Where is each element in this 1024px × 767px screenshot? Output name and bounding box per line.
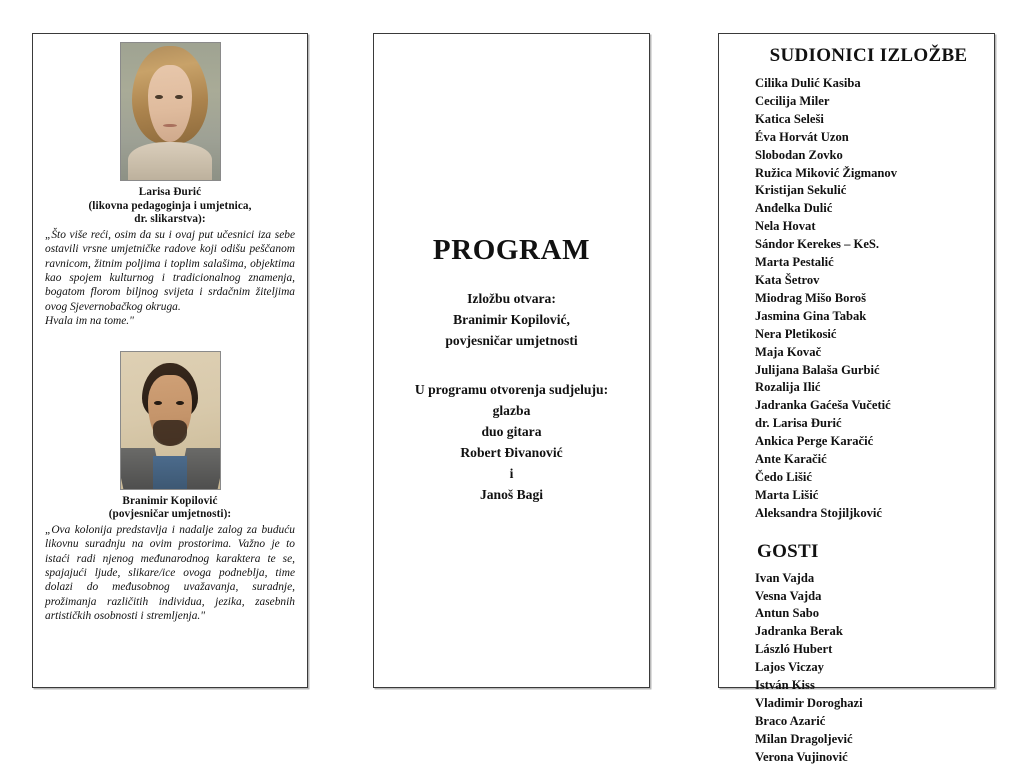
exhibitors-heading: SUDIONICI IZLOŽBE	[769, 45, 968, 66]
guest-list-item: Milan Dragoljević	[755, 731, 853, 746]
exhibitor-list-item: Čedo Lišić	[755, 469, 813, 484]
exhibitor-list-item: Cecilija Miler	[755, 93, 830, 108]
guests-heading: GOSTI	[757, 540, 819, 562]
exhibitor-list-item: Jasmina Gina Tabak	[755, 308, 867, 323]
exhibitor-list-item: Katica Seleši	[755, 111, 824, 126]
opening-block	[392, 288, 631, 351]
person-role-branimir: (povjesničar umjetnosti):	[108, 508, 232, 521]
exhibitor-list-item: dr. Larisa Đurić	[755, 416, 842, 431]
quote-branimir	[45, 523, 295, 624]
caption-branimir	[43, 495, 297, 522]
left-panel	[32, 33, 308, 688]
participation-line-6: Janoš Bagi	[479, 487, 544, 502]
guest-list-item: Ivan Vajda	[755, 570, 815, 585]
exhibitor-list-item: Kata Šetrov	[755, 272, 820, 287]
exhibitor-list-item: Julijana Balaša Gurbić	[755, 362, 880, 377]
program-title: PROGRAM	[432, 234, 591, 266]
exhibitor-list-item: Nela Hovat	[755, 219, 816, 234]
exhibitor-list-item: Anđelka Dulić	[755, 201, 833, 216]
exhibitor-list-item: Éva Horvát Uzon	[755, 129, 849, 144]
exhibitor-list-item: Ante Karačić	[755, 452, 827, 467]
guest-list-item: László Hubert	[755, 642, 833, 657]
guest-list-item: Lajos Viczay	[755, 660, 824, 675]
opening-line-1: Izložbu otvara:	[467, 291, 556, 306]
caption-larisa	[43, 186, 297, 227]
exhibitor-list-item: Maja Kovač	[755, 344, 822, 359]
participation-line-4: Robert Đivanović	[460, 445, 563, 460]
exhibitor-list-item: Ružica Miković Žigmanov	[755, 165, 898, 180]
guest-list-item: Vesna Vajda	[755, 588, 822, 603]
panel-spacer	[43, 329, 297, 349]
portrait-beard	[153, 420, 187, 446]
person-role-larisa-line1: (likovna pedagoginja i umjetnica,	[88, 199, 252, 212]
participation-line-1: U programu otvorenja sudjeluju:	[414, 382, 609, 397]
photo-wrapper-branimir	[43, 351, 297, 490]
portrait-photo-branimir-kopilovic	[120, 351, 221, 490]
portrait-eye-right	[176, 401, 184, 405]
right-panel	[718, 33, 995, 764]
quote-larisa-body: „Što više reći, osim da su i ovaj put učesnici iza sebe ostavili vrsne umjetničke radove koji odišu peščanom ravnicom, žitnim poljima i toplim salašima, objektima kao spojem kulturnog i tradicionalnog znamenja, bogatom florom biljnog svijeta i srdačnim žiteljima ovog Sjevernobačkog okruga.	[45, 228, 295, 313]
participation-line-5: i	[509, 466, 514, 481]
quote-larisa-closing: Hvala im na tome."	[45, 315, 134, 328]
photo-wrapper-larisa	[43, 42, 297, 181]
center-panel	[373, 33, 650, 688]
portrait-collar	[128, 142, 211, 180]
guest-list-item: Vladimir Doroghazi	[755, 696, 863, 710]
exhibitors-list	[755, 75, 980, 523]
exhibitor-list-item: Cilika Dulić Kasiba	[755, 76, 861, 90]
exhibitor-list-item: Rozalija Ilić	[755, 380, 821, 395]
exhibitor-list-item: Kristijan Sekulić	[755, 183, 847, 198]
exhibitor-list-item: Ankica Perge Karačić	[755, 434, 874, 449]
guest-list-item: István Kiss	[755, 678, 815, 693]
exhibitor-list-item: Aleksandra Stojiljković	[755, 505, 882, 520]
guest-list-item: Verona Vujinović	[755, 749, 848, 764]
opening-line-3: povjesničar umjetnosti	[445, 333, 578, 348]
quote-larisa	[45, 228, 295, 329]
participation-block	[392, 379, 631, 505]
exhibitor-list-item: Slobodan Zovko	[755, 147, 843, 162]
exhibitor-list-item: Marta Lišić	[755, 487, 819, 502]
portrait-photo-larisa-duric	[120, 42, 221, 181]
exhibitor-list-item: Jadranka Gaćeša Vučetić	[755, 398, 891, 413]
exhibitor-list-item: Marta Pestalić	[755, 255, 834, 270]
exhibitor-list-item: Nera Pletikosić	[755, 326, 837, 341]
person-name-larisa: Larisa Đurić	[138, 186, 202, 198]
opening-line-2: Branimir Kopilović,	[453, 312, 570, 327]
participation-line-2: glazba	[492, 403, 531, 418]
person-name-branimir: Branimir Kopilović	[122, 494, 218, 507]
portrait-shirt	[153, 456, 187, 489]
quote-branimir-body: „Ova kolonija predstavlja i nadalje zalog za buduću likovnu suradnju na ovim prostorima. Važno je to istaći radi njenog međunarodnog karaktera te se, spajajući ljude, slikare/ice ovoga podneblja, time dolazi do međusobnog uvažavanja, suradnje, prožimanja različitih individua, jezika, zasebnih artističkih osobnosti i stremljenja."	[45, 523, 295, 623]
guest-list-item: Braco Azarić	[755, 713, 826, 728]
guests-list	[755, 570, 980, 767]
guest-list-item: Antun Sabo	[755, 606, 820, 621]
exhibitor-list-item: Sándor Kerekes – KeS.	[755, 237, 880, 252]
exhibitor-list-item: Miodrag Mišo Boroš	[755, 290, 867, 305]
guest-list-item: Jadranka Berak	[755, 624, 843, 639]
person-role-larisa-line2: dr. slikarstva):	[134, 213, 206, 226]
participation-line-3: duo gitara	[481, 424, 542, 439]
